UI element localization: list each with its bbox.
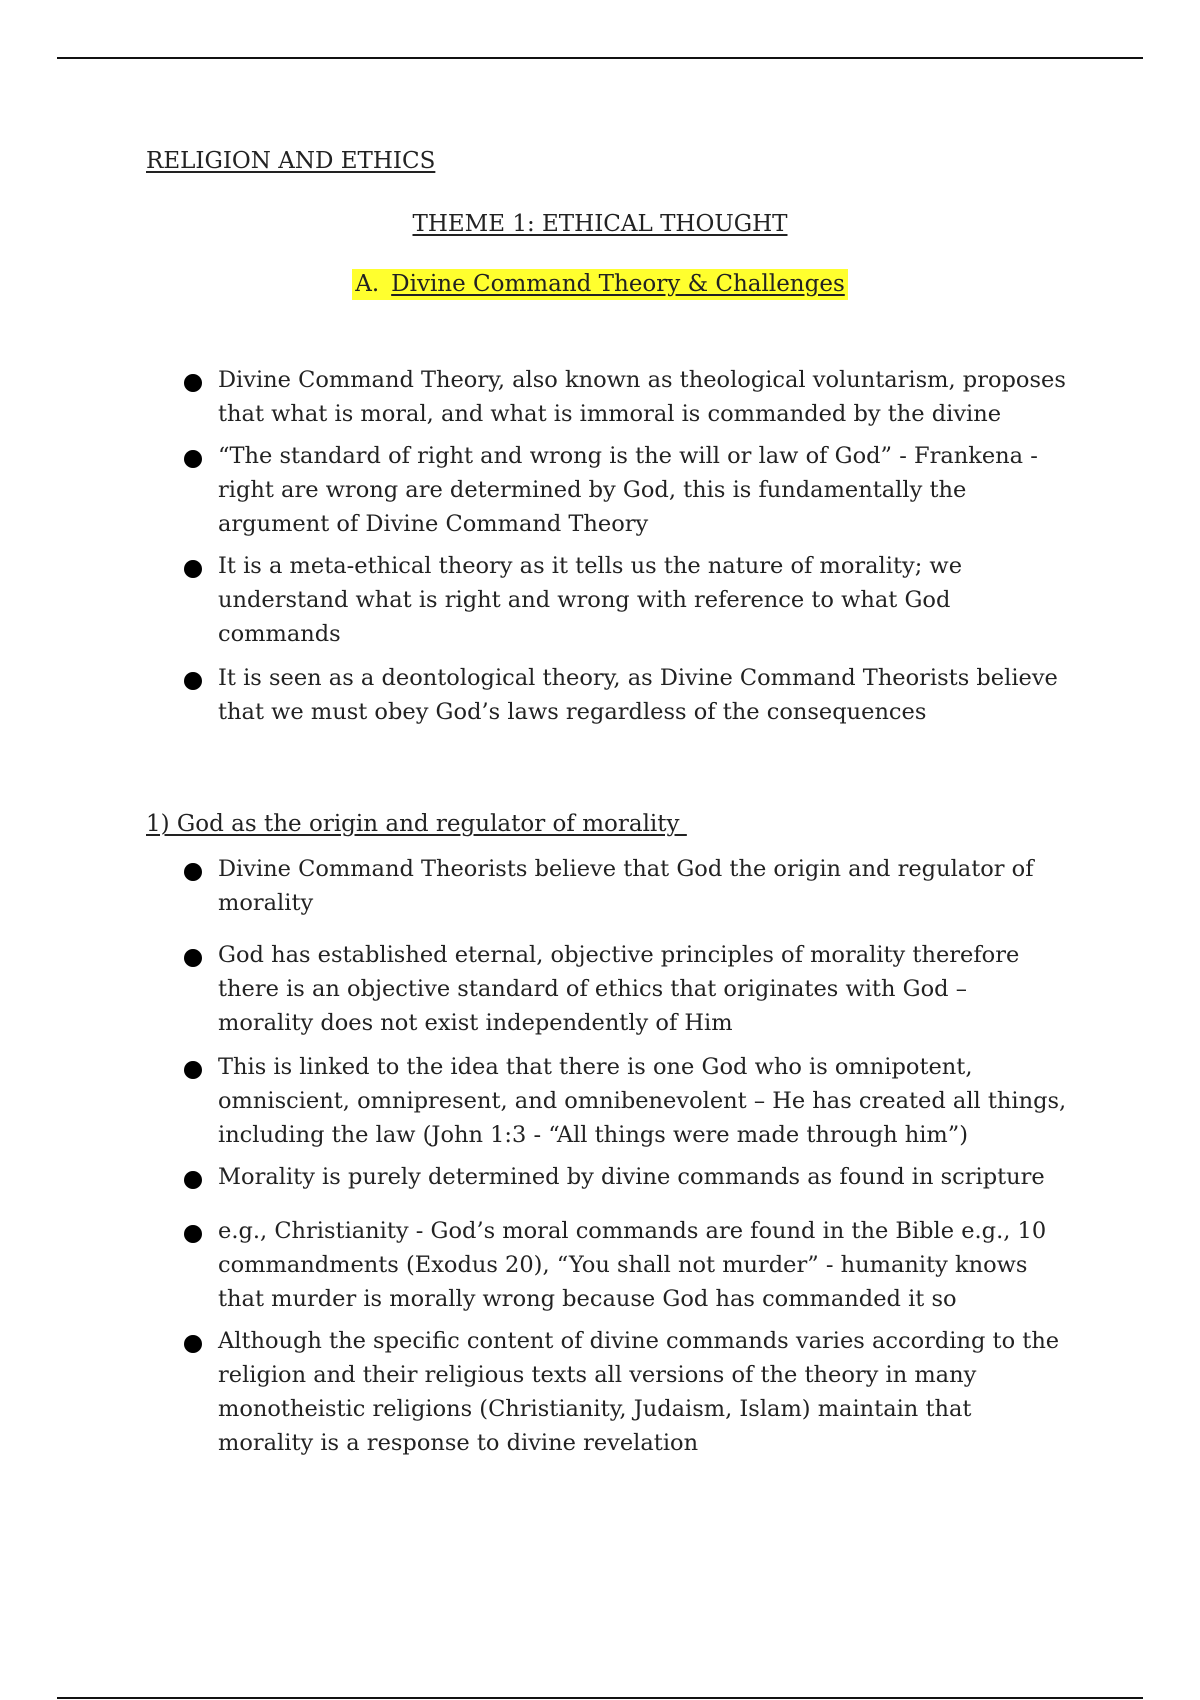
bullet-text: Divine Command Theory, also known as theological voluntarism, proposes that what is moral, and what is immoral is commanded by the divine: [218, 367, 1066, 427]
bullet-icon: [184, 1335, 202, 1353]
bullet-icon: [184, 1061, 202, 1079]
document-title: RELIGION AND ETHICS: [146, 148, 436, 174]
theme-title-text: THEME 1: ETHICAL THOUGHT: [412, 211, 788, 237]
theme-title: [0, 211, 1200, 237]
section-letter: A.: [355, 271, 380, 297]
list-item: [0, 661, 1068, 729]
bullet-icon: [184, 374, 202, 392]
bullet-text: Divine Command Theorists believe that God the origin and regulator of morality: [218, 856, 1034, 916]
bullet-text: Although the specific content of divine commands varies according to the religion and their religious texts all versions of the theory in many monotheistic religions (Christianity, Judaism, Islam) maintain that morality is a response to divine revelation: [218, 1328, 1060, 1456]
bullet-icon: [184, 450, 202, 468]
bullet-icon: [184, 672, 202, 690]
bullet-text: e.g., Christianity - God’s moral commands are found in the Bible e.g., 10 commandments (Exodus 20), “You shall not murder” - humanity knows that murder is morally wrong because God has commanded it so: [218, 1218, 1047, 1312]
list-item: [0, 1214, 1068, 1316]
section-heading-highlight: [352, 269, 848, 300]
list-item: [0, 1160, 1068, 1194]
bullet-icon: [184, 949, 202, 967]
list-item: [0, 549, 1068, 651]
bullet-icon: [184, 1225, 202, 1243]
list-item: [0, 439, 1068, 541]
section-heading: [0, 271, 1200, 297]
bullet-text: God has established eternal, objective principles of morality therefore there is an objective standard of ethics that originates with God – morality does not exist independently of Him: [218, 942, 1020, 1036]
list-item: [0, 852, 1068, 920]
bullet-text: It is seen as a deontological theory, as Divine Command Theorists believe that we must obey God’s laws regardless of the consequences: [218, 665, 1058, 725]
bullet-icon: [184, 1171, 202, 1189]
subsection-bullet-list: [0, 852, 1068, 1460]
page-top-rule: [57, 57, 1143, 59]
list-item: [0, 363, 1068, 431]
bullet-icon: [184, 863, 202, 881]
intro-bullet-list: [0, 363, 1068, 729]
bullet-icon: [184, 560, 202, 578]
bullet-text: It is a meta-ethical theory as it tells us the nature of morality; we understand what is right and wrong with reference to what God commands: [218, 553, 963, 647]
bullet-text: This is linked to the idea that there is one God who is omnipotent, omniscient, omnipresent, and omnibenevolent – He has created all things, including the law (John 1:3 - “All things were made through him”): [218, 1054, 1067, 1148]
list-item: [0, 1324, 1068, 1460]
bullet-text: Morality is purely determined by divine commands as found in scripture: [218, 1164, 1045, 1190]
page-bottom-rule: [57, 1697, 1143, 1699]
section-title: Divine Command Theory & Challenges: [391, 271, 845, 297]
list-item: [0, 1050, 1068, 1152]
bullet-text: “The standard of right and wrong is the will or law of God” - Frankena - right are wrong are determined by God, this is fundamentally the argument of Divine Command Theory: [218, 443, 1038, 537]
list-item: [0, 938, 1068, 1040]
subsection-heading: 1) God as the origin and regulator of morality: [146, 811, 687, 837]
